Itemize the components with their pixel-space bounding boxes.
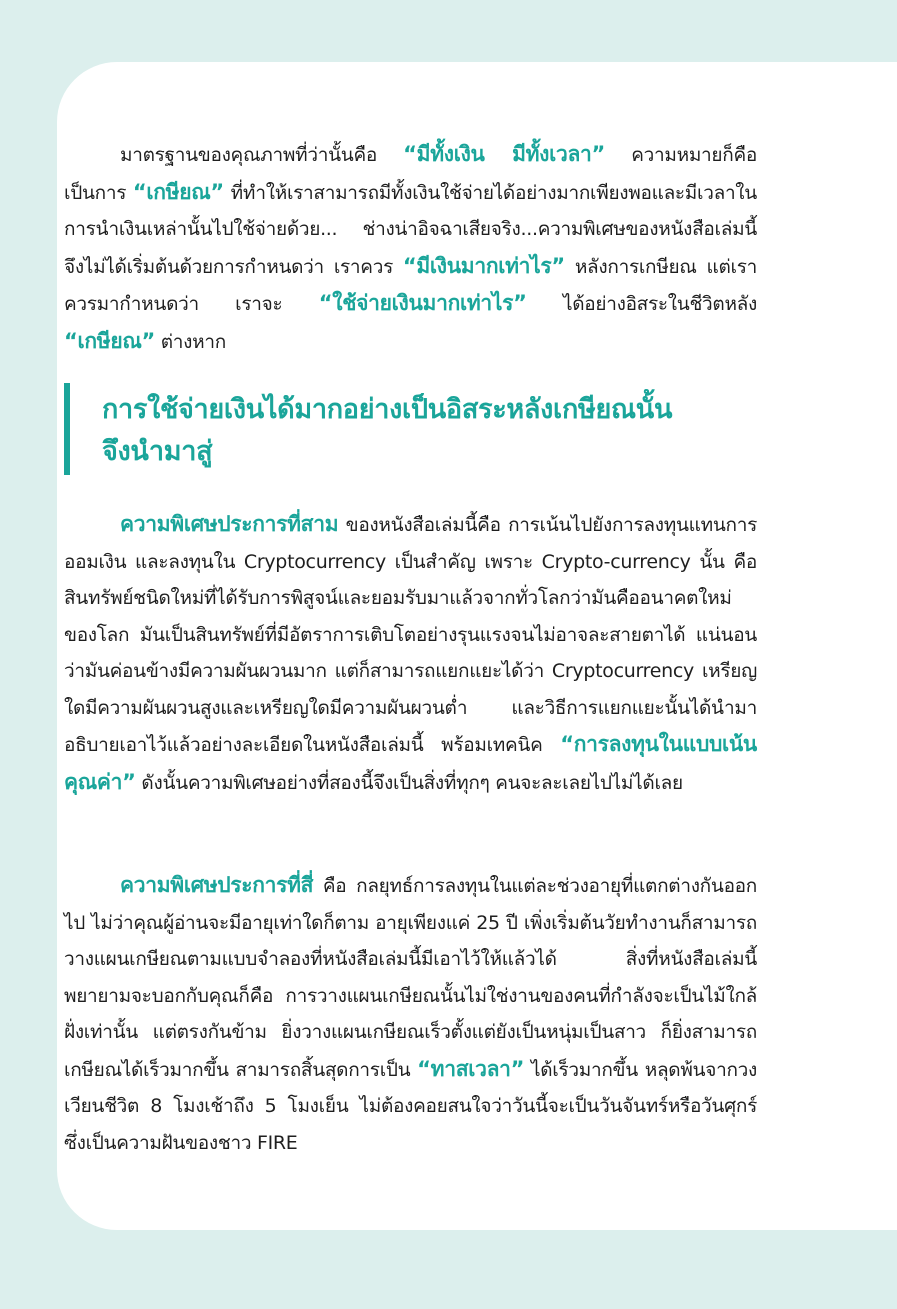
text-span: ดังนั้นความพิเศษอย่างที่สองนี้จึงเป็นสิ่งที่ทุกๆ คนจะละเลยไปไม่ได้เลย	[135, 771, 683, 794]
highlight-retire: “เกษียณ”	[132, 179, 224, 204]
text-span: ที่ทำให้เราสามารถมีทั้งเงินใช้จ่ายได้อย่างมากเพียงพอและมีเวลาในการนำเงินเหล่านั้นไปใช้จ่ายด้วย... ช่างน่าอิจฉาเสียจริง...ความพิเศษของหนังสือเล่มนี้จึงไม่ได้เริ่มต้นด้วยการกำหนดว่า เราควร	[64, 181, 757, 278]
text-span: ได้อย่างอิสระในชีวิตหลัง	[526, 293, 757, 315]
fourth-feature-paragraph	[64, 867, 757, 1161]
lead-third-feature: ความพิเศษประการที่สาม	[120, 512, 339, 536]
highlight-how-much-spend: “ใช้จ่ายเงินมากเท่าไร”	[318, 291, 527, 315]
text-span: ต่างหาก	[155, 330, 226, 353]
text-span: ได้เร็วมากขึ้น หลุดพ้นจากวงเวียนชีวิต 8 โมงเช้าถึง 5 โมงเย็น ไม่ต้องคอยสนใจว่าวันนี้จะเป็นวันจันทร์หรือวันศุกร์ ซึ่งเป็นความฝันของชาว FIRE	[64, 1058, 757, 1154]
highlight-retire-2: “เกษียณ”	[64, 328, 156, 353]
text-span: ของหนังสือเล่มนี้คือ การเน้นไปยังการลงทุนแทนการออมเงิน และลงทุนใน Cryptocurrency เป็นสำคัญ เพราะ Crypto-currency นั้น คือสินทรัพย์ชนิดใหม่ที่ได้รับการพิสูจน์และยอมรับมาแล้วจากทั่วโลกว่ามันคืออนาคตใหม่ของโลก มันเป็นสินทรัพย์ที่มีอัตราการเติบโตอย่างรุนแรงจนไม่อาจละสายตาได้ แน่นอนว่ามันค่อนข้างมีความผันผวนมาก แต่ก็สามารถแยกแยะได้ว่า Cryptocurrency เหรียญใดมีความผันผวนสูงและเหรียญใดมีความผันผวนต่ำ และวิธีการแยกแยะนั้นได้นำมาอธิบายเอาไว้แล้วอย่างละเอียดในหนังสือเล่มนี้ พร้อมเทคนิค	[64, 514, 757, 756]
text-span: คือ กลยุทธ์การลงทุนในแต่ละช่วงอายุที่แตกต่างกันออกไป ไม่ว่าคุณผู้อ่านจะมีอายุเท่าใดก็ตาม อายุเพียงแค่ 25 ปี เพิ่งเริ่มต้นวัยทำงานก็สามารถวางแผนเกษียณตามแบบจำลองที่หนังสือเล่มนี้มีเอาไว้ให้แล้วได้ สิ่งที่หนังสือเล่มนี้พยายามจะบอกกับคุณก็คือ การวางแผนเกษียณนั้นไม่ใช่งานของคนที่กำลังจะเป็นไม้ใกล้ฝั่งเท่านั้น แต่ตรงกันข้าม ยิ่งวางแผนเกษียณเร็วตั้งแต่ยังเป็นหนุ่มเป็นสาว ก็ยิ่งสามารถเกษียณได้เร็วมากขึ้น สามารถสิ้นสุดการเป็น	[64, 875, 757, 1081]
highlight-how-much-money: “มีเงินมากเท่าไร”	[402, 253, 565, 278]
lead-fourth-feature: ความพิเศษประการที่สี่	[120, 873, 314, 897]
text-span: หลังการเกษียณ แต่เราควรมากำหนดว่า เราจะ	[64, 255, 757, 315]
heading-line-2: จึงนำมาสู่	[102, 436, 213, 467]
highlight-time-slave: “ทาสเวลา”	[417, 1056, 525, 1081]
intro-paragraph	[64, 136, 757, 360]
third-feature-paragraph	[64, 506, 757, 801]
text-span: ความหมายก็คือ เป็นการ	[64, 144, 757, 204]
text-span: มาตรฐานของคุณภาพที่ว่านั้นคือ	[120, 144, 404, 166]
heading-line-1: การใช้จ่ายเงินได้มากอย่างเป็นอิสระหลังเกษียณนั้น	[102, 394, 673, 425]
section-heading	[64, 383, 757, 475]
highlight-value-investing: “การลงทุนในแบบเน้นคุณค่า”	[64, 732, 757, 794]
highlight-money-time: “มีทั้งเงิน มีทั้งเวลา”	[403, 142, 606, 166]
